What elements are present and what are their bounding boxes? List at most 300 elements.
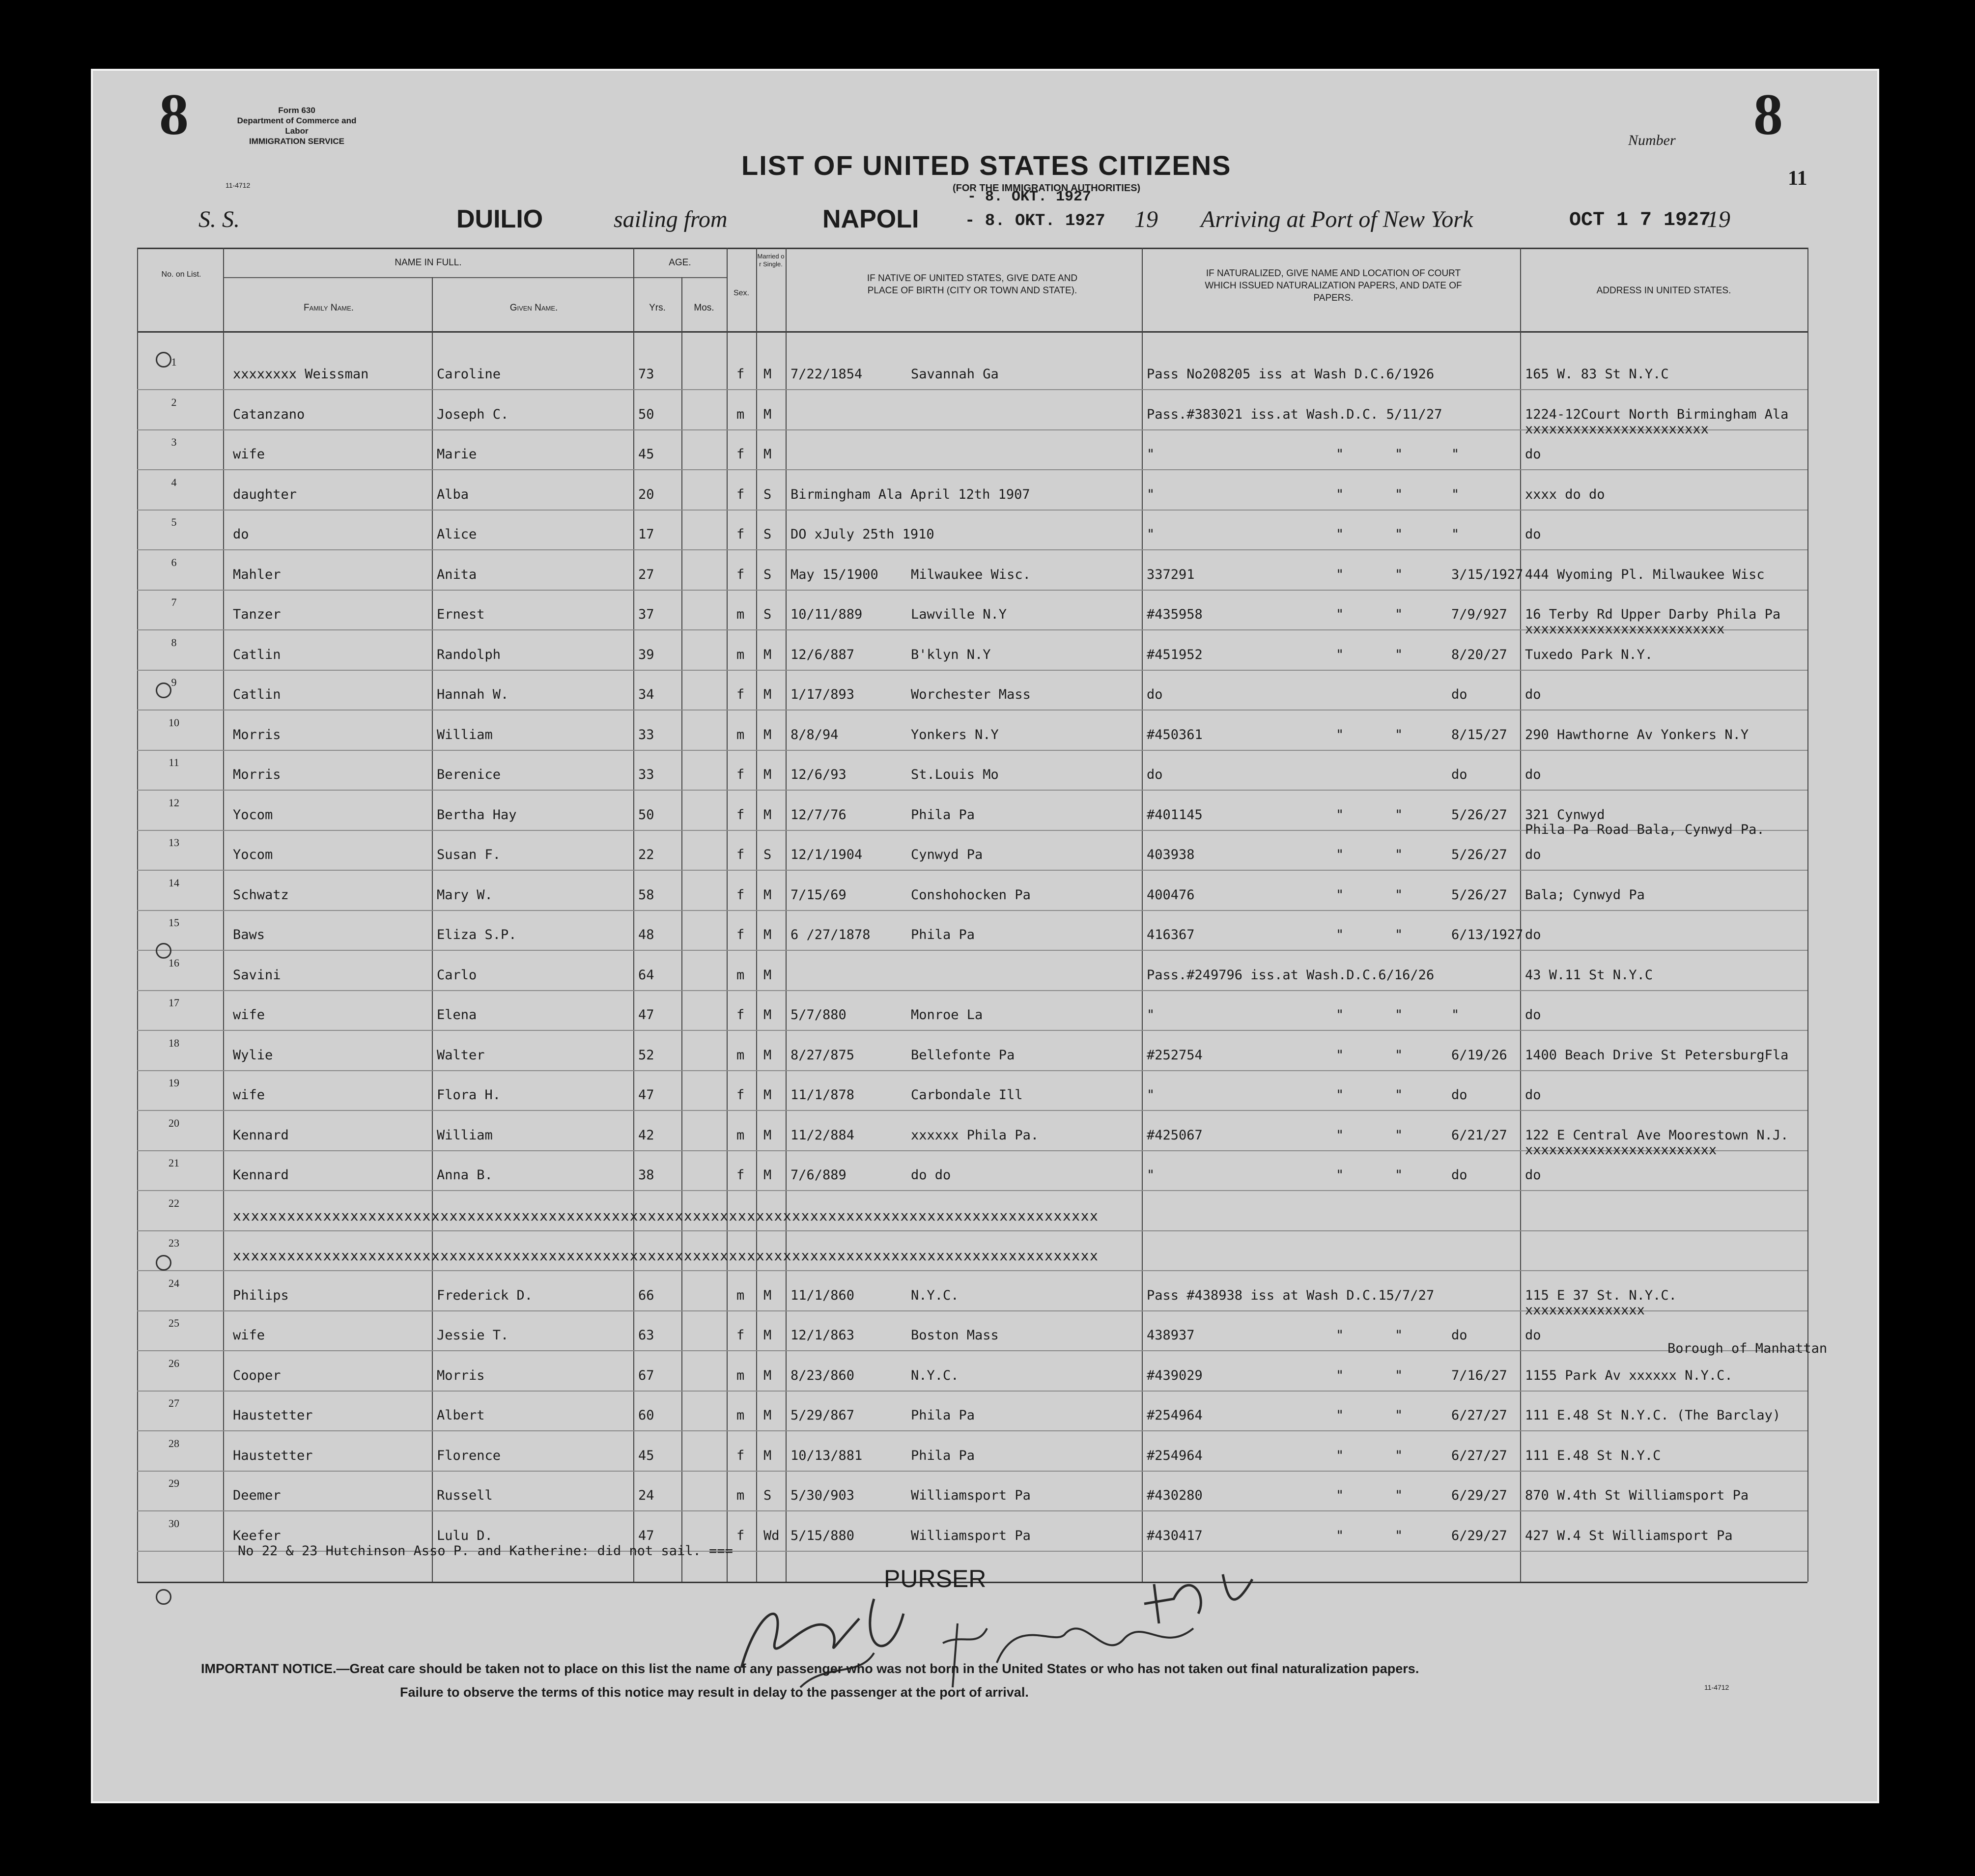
cell-nat-b: " bbox=[1336, 1007, 1344, 1023]
cell-sex: f bbox=[736, 567, 745, 582]
cell-sex: f bbox=[736, 847, 745, 862]
cell-age: 64 bbox=[638, 967, 654, 983]
row-number: 22 bbox=[169, 1196, 179, 1209]
cell-given: Flora H. bbox=[437, 1087, 501, 1103]
cell-family: Catanzano bbox=[233, 406, 305, 422]
row-number: 15 bbox=[169, 916, 179, 929]
cell-age: 50 bbox=[638, 406, 654, 422]
col-header-family-name: Family Name. bbox=[303, 303, 354, 313]
cell-nat-d: 7/16/27 bbox=[1451, 1367, 1507, 1383]
form-info bbox=[233, 105, 361, 146]
cell-sex: m bbox=[736, 406, 745, 422]
cell-address: do bbox=[1525, 1087, 1541, 1103]
row-rule bbox=[137, 710, 1807, 711]
cell-ms: M bbox=[763, 1408, 772, 1423]
cell-age: 63 bbox=[638, 1328, 654, 1343]
col-header-married-single: Married or Single. bbox=[757, 253, 785, 268]
cell-nat-a: #430280 bbox=[1147, 1488, 1203, 1503]
cell-nat-a: Pass #438938 iss at Wash D.C.15/7/27 bbox=[1147, 1287, 1435, 1303]
cell-age: 20 bbox=[638, 486, 654, 502]
cell-nat-a: " bbox=[1147, 447, 1155, 462]
col-header-naturalized: IF NATURALIZED, GIVE NAME AND LOCATION OF COURT WHICH ISSUED NATURALIZATION PAPERS, AND DATE OF PAPERS. bbox=[1205, 268, 1462, 303]
cell-birth-date: 11/1/878 bbox=[790, 1087, 855, 1103]
ship-name: DUILIO bbox=[456, 205, 543, 233]
cell-nat-c: " bbox=[1395, 486, 1403, 502]
list-title: LIST OF UNITED STATES CITIZENS bbox=[741, 150, 1232, 181]
form-number: Form 630 bbox=[278, 106, 315, 115]
table-right-border bbox=[1807, 248, 1808, 1582]
cell-nat-a: #430417 bbox=[1147, 1528, 1203, 1543]
cell-birth-date: 10/13/881 bbox=[790, 1448, 863, 1463]
cell-birth-place: Phila Pa bbox=[911, 807, 975, 823]
cell-given: Jessie T. bbox=[437, 1328, 509, 1343]
cell-sex: m bbox=[736, 967, 745, 983]
cell-family: Tanzer bbox=[233, 607, 281, 622]
col-header-age: AGE. bbox=[669, 257, 691, 268]
cell-age: 22 bbox=[638, 847, 654, 862]
cell-given: Carlo bbox=[437, 967, 477, 983]
cell-sex: m bbox=[736, 1127, 745, 1143]
cell-address2: xxxxxxxxxxxxxxxxxxxxxxxx bbox=[1525, 1142, 1717, 1158]
row-rule bbox=[137, 469, 1807, 470]
cell-address: 111 E.48 St N.Y.C. (The Barclay) bbox=[1525, 1408, 1781, 1423]
cell-ms: M bbox=[763, 1328, 772, 1343]
cell-birth-date: 5/29/867 bbox=[790, 1408, 855, 1423]
purser-label: PURSER bbox=[884, 1565, 987, 1592]
cell-nat-b: " bbox=[1336, 1167, 1344, 1183]
cell-birth-date: 12/1/1904 bbox=[790, 847, 863, 862]
cell-nat-b: " bbox=[1336, 486, 1344, 502]
departure-stamp: - 8. OKT. 1927 bbox=[965, 212, 1105, 230]
cell-address: do bbox=[1525, 847, 1541, 862]
cell-nat-a: Pass No208205 iss at Wash D.C.6/1926 bbox=[1147, 367, 1435, 382]
cell-sex: f bbox=[736, 887, 745, 903]
cell-ms: S bbox=[763, 527, 772, 542]
row-rule bbox=[137, 1471, 1807, 1472]
cell-nat-a: #425067 bbox=[1147, 1127, 1203, 1143]
row-number: 21 bbox=[169, 1157, 179, 1169]
cell-nat-d: 5/26/27 bbox=[1451, 807, 1507, 823]
cell-age: 42 bbox=[638, 1127, 654, 1143]
binder-hole bbox=[156, 682, 171, 698]
cell-address: do bbox=[1525, 527, 1541, 542]
cell-sex: m bbox=[736, 1408, 745, 1423]
row-rule bbox=[137, 1230, 1807, 1231]
cell-birth-date: 1/17/893 bbox=[790, 687, 855, 702]
cell-family: Wylie bbox=[233, 1047, 273, 1063]
cell-nat-a: #450361 bbox=[1147, 727, 1203, 742]
row-number: 25 bbox=[169, 1317, 179, 1329]
list-subtitle: (FOR THE IMMIGRATION AUTHORITIES) bbox=[953, 183, 1141, 194]
cell-age: 48 bbox=[638, 927, 654, 942]
cell-nat-c: " bbox=[1395, 447, 1403, 462]
cell-given: Alba bbox=[437, 486, 469, 502]
cell-nat-b: " bbox=[1336, 647, 1344, 662]
row-rule bbox=[137, 1190, 1807, 1191]
cell-nat-b: " bbox=[1336, 807, 1344, 823]
cell-age: 47 bbox=[638, 1087, 654, 1103]
cell-birth-date: 12/7/76 bbox=[790, 807, 846, 823]
cell-family: Haustetter bbox=[233, 1408, 313, 1423]
cell-family: daughter bbox=[233, 486, 297, 502]
cell-age: 60 bbox=[638, 1408, 654, 1423]
cell-nat-c: " bbox=[1395, 1007, 1403, 1023]
row-number: 27 bbox=[169, 1397, 179, 1409]
cell-age: 50 bbox=[638, 807, 654, 823]
cell-nat-a: do bbox=[1147, 767, 1163, 782]
cell-address: do bbox=[1525, 1167, 1541, 1183]
cell-birth-date: 8/8/94 bbox=[790, 727, 839, 742]
cell-nat-a: 438937 bbox=[1147, 1328, 1195, 1343]
cell-nat-a: 416367 bbox=[1147, 927, 1195, 942]
service-name: IMMIGRATION SERVICE bbox=[249, 137, 344, 146]
table-top-border bbox=[137, 248, 1807, 249]
row-number: 28 bbox=[169, 1437, 179, 1450]
cell-age: 52 bbox=[638, 1047, 654, 1063]
col-divider-no bbox=[223, 248, 224, 1582]
cell-age: 33 bbox=[638, 767, 654, 782]
row-rule bbox=[137, 1430, 1807, 1431]
cell-family: Philips bbox=[233, 1287, 289, 1303]
cell-nat-a: do bbox=[1147, 687, 1163, 702]
cell-birth-place: Milwaukee Wisc. bbox=[911, 567, 1031, 582]
cell-nat-b: " bbox=[1336, 1328, 1344, 1343]
cell-birth-place: Williamsport Pa bbox=[911, 1528, 1031, 1543]
cell-family: do bbox=[233, 527, 249, 542]
binder-hole bbox=[156, 1255, 171, 1271]
cell-birth-date: 12/1/863 bbox=[790, 1328, 855, 1343]
col-header-given-name: Given Name. bbox=[509, 303, 558, 313]
cell-age: 45 bbox=[638, 1448, 654, 1463]
cell-address: 165 W. 83 St N.Y.C bbox=[1525, 367, 1669, 382]
row-rule bbox=[137, 590, 1807, 591]
cell-address: xxxx do do bbox=[1525, 486, 1605, 502]
cell-nat-a: #439029 bbox=[1147, 1367, 1203, 1383]
cell-nat-d: 5/26/27 bbox=[1451, 847, 1507, 862]
arrival-date-stamp: OCT 1 7 1927 bbox=[1569, 209, 1711, 231]
cell-nat-d: " bbox=[1451, 527, 1460, 542]
cell-given: Caroline bbox=[437, 367, 501, 382]
cell-address: do bbox=[1525, 767, 1541, 782]
cell-ms: M bbox=[763, 687, 772, 702]
cell-address: 16 Terby Rd Upper Darby Phila Pa bbox=[1525, 607, 1781, 622]
cell-ms: S bbox=[763, 847, 772, 862]
cell-address: 427 W.4 St Williamsport Pa bbox=[1525, 1528, 1733, 1543]
cell-nat-a: #435958 bbox=[1147, 607, 1203, 622]
cell-nat-c: " bbox=[1395, 1528, 1403, 1543]
cell-given: William bbox=[437, 1127, 493, 1143]
cell-address: Tuxedo Park N.Y. bbox=[1525, 647, 1653, 662]
cell-birth-date: 5/30/903 bbox=[790, 1488, 855, 1503]
cell-ms: M bbox=[763, 927, 772, 942]
cell-nat-c: " bbox=[1395, 1167, 1403, 1183]
cell-nat-d: " bbox=[1451, 486, 1460, 502]
cell-family: xxxxxxxx Weissman bbox=[233, 367, 369, 382]
col-divider-sex bbox=[756, 248, 757, 1582]
cell-age: 45 bbox=[638, 447, 654, 462]
cell-sex: f bbox=[736, 1328, 745, 1343]
cell-nat-c: " bbox=[1395, 1087, 1403, 1103]
cell-birth-place: xxxxxx Phila Pa. bbox=[911, 1127, 1039, 1143]
cell-birth-date: Birmingham Ala April 12th 1907 bbox=[790, 486, 1030, 502]
cell-nat-c: " bbox=[1395, 1448, 1403, 1463]
cell-birth-place: Bellefonte Pa bbox=[911, 1047, 1015, 1063]
col-header-mos: Mos. bbox=[694, 303, 714, 313]
cell-ms: M bbox=[763, 1287, 772, 1303]
cell-nat-d: 5/26/27 bbox=[1451, 887, 1507, 903]
sheet-number-left: 8 bbox=[159, 82, 189, 147]
row-number: 24 bbox=[169, 1277, 179, 1289]
cell-nat-c: " bbox=[1395, 847, 1403, 862]
cell-nat-b: " bbox=[1336, 1087, 1344, 1103]
cell-family: Morris bbox=[233, 727, 281, 742]
cell-ms: S bbox=[763, 486, 772, 502]
cell-nat-d: 8/20/27 bbox=[1451, 647, 1507, 662]
row-rule bbox=[137, 1030, 1807, 1031]
cell-nat-d: do bbox=[1451, 1087, 1467, 1103]
form-code: 11-4712 bbox=[226, 181, 251, 189]
row-rule bbox=[137, 1510, 1807, 1511]
cell-birth-place: N.Y.C. bbox=[911, 1367, 959, 1383]
row-number: 20 bbox=[169, 1116, 179, 1129]
cell-nat-a: #451952 bbox=[1147, 647, 1203, 662]
cell-age: 39 bbox=[638, 647, 654, 662]
cell-nat-b: " bbox=[1336, 447, 1344, 462]
cell-family: wife bbox=[233, 1328, 265, 1343]
cell-sex: f bbox=[736, 447, 745, 462]
row-number: 14 bbox=[169, 876, 179, 889]
footer-form-code: 11-4712 bbox=[1704, 1683, 1729, 1691]
row-number: 1 bbox=[171, 356, 177, 368]
cell-birth-place: Cynwyd Pa bbox=[911, 847, 983, 862]
row-number: 18 bbox=[169, 1036, 179, 1049]
cell-nat-a: 337291 bbox=[1147, 567, 1195, 582]
cell-nat-d: 3/15/1927 bbox=[1451, 567, 1524, 582]
cell-family: wife bbox=[233, 1007, 265, 1023]
cell-sex: f bbox=[736, 687, 745, 702]
cell-given: Walter bbox=[437, 1047, 485, 1063]
cell-given: Susan F. bbox=[437, 847, 501, 862]
cell-given: Hannah W. bbox=[437, 687, 509, 702]
cell-nat-c: " bbox=[1395, 1488, 1403, 1503]
purser-signature bbox=[712, 1540, 1326, 1702]
cell-age: 66 bbox=[638, 1287, 654, 1303]
cell-family: Schwatz bbox=[233, 887, 289, 903]
cell-nat-b: " bbox=[1336, 1408, 1344, 1423]
important-notice-line-1: IMPORTANT NOTICE.—Great care should be taken not to place on this list the name of any passenger who was not born in the United States or who has not taken out final naturalization papers. bbox=[201, 1661, 1419, 1676]
col-divider-given bbox=[633, 248, 634, 1582]
cell-nat-d: do bbox=[1451, 1328, 1467, 1343]
row-rule bbox=[137, 1110, 1807, 1111]
row-number: 8 bbox=[171, 636, 177, 649]
cell-nat-d: 6/29/27 bbox=[1451, 1528, 1507, 1543]
cell-given: Bertha Hay bbox=[437, 807, 517, 823]
cell-age: 73 bbox=[638, 367, 654, 382]
cell-birth-date: 10/11/889 bbox=[790, 607, 863, 622]
row-number: 19 bbox=[169, 1077, 179, 1089]
col-divider-age bbox=[727, 248, 728, 1582]
cell-nat-a: Pass.#249796 iss.at Wash.D.C.6/16/26 bbox=[1147, 967, 1435, 983]
cell-nat-a: Pass.#383021 iss.at Wash.D.C. 5/11/27 bbox=[1147, 406, 1442, 422]
cell-birth-place: Conshohocken Pa bbox=[911, 887, 1031, 903]
cell-nat-b: " bbox=[1336, 927, 1344, 942]
cell-family: Cooper bbox=[233, 1367, 281, 1383]
cell-nat-a: #254964 bbox=[1147, 1408, 1203, 1423]
row-number: 6 bbox=[171, 556, 177, 568]
cell-age: 47 bbox=[638, 1007, 654, 1023]
row-number: 7 bbox=[171, 596, 177, 608]
cell-sex: f bbox=[736, 1528, 745, 1543]
sailing-from-label: sailing from bbox=[614, 206, 728, 232]
cell-age: 27 bbox=[638, 567, 654, 582]
cell-birth-date: 7/22/1854 bbox=[790, 367, 863, 382]
cell-given: William bbox=[437, 727, 493, 742]
row-number: 5 bbox=[171, 516, 177, 528]
cell-given: Joseph C. bbox=[437, 406, 509, 422]
cell-address: do bbox=[1525, 927, 1541, 942]
cell-sex: f bbox=[736, 1167, 745, 1183]
cell-ms: M bbox=[763, 727, 772, 742]
row-number: 13 bbox=[169, 836, 179, 849]
cell-sex: m bbox=[736, 1488, 745, 1503]
cell-nat-d: 8/15/27 bbox=[1451, 727, 1507, 742]
cell-birth-place: Lawville N.Y bbox=[911, 607, 1007, 622]
cell-birth-date: 7/6/889 bbox=[790, 1167, 846, 1183]
cell-family: Kennard bbox=[233, 1167, 289, 1183]
cell-nat-a: #252754 bbox=[1147, 1047, 1203, 1063]
cell-family: xxxxxxxxxxxxxxxxxxxxxxxxxxxxxxxxxxxxxxxxxxxxxxxxxxxxxxxxxxxxxxxxxxxxxxxxxxxxxxxxxxxxxxxxxxxxxxxx bbox=[233, 1248, 1099, 1264]
cell-nat-a: " bbox=[1147, 1087, 1155, 1103]
cell-family: wife bbox=[233, 447, 265, 462]
cell-nat-c: " bbox=[1395, 887, 1403, 903]
number-label: Number bbox=[1628, 132, 1676, 148]
cell-nat-a: #401145 bbox=[1147, 807, 1203, 823]
cell-ms: M bbox=[763, 367, 772, 382]
row-number: 17 bbox=[169, 996, 179, 1009]
cell-sex: m bbox=[736, 607, 745, 622]
row-number: 23 bbox=[169, 1237, 179, 1249]
ss-label: S. S. bbox=[198, 206, 240, 232]
cell-ms: M bbox=[763, 1087, 772, 1103]
cell-nat-a: " bbox=[1147, 1167, 1155, 1183]
year-label-2: 19 bbox=[1707, 206, 1730, 232]
cell-sex: m bbox=[736, 1047, 745, 1063]
cell-nat-d: 6/27/27 bbox=[1451, 1448, 1507, 1463]
cell-nat-b: " bbox=[1336, 727, 1344, 742]
row-number: 2 bbox=[171, 396, 177, 408]
cell-age: 33 bbox=[638, 727, 654, 742]
cell-nat-d: do bbox=[1451, 687, 1467, 702]
row-rule bbox=[137, 990, 1807, 991]
cell-ms: M bbox=[763, 887, 772, 903]
cell-sex: m bbox=[736, 647, 745, 662]
cell-nat-c: " bbox=[1395, 1408, 1403, 1423]
cell-family: Kennard bbox=[233, 1127, 289, 1143]
cell-given: Alice bbox=[437, 527, 477, 542]
cell-address: Bala; Cynwyd Pa bbox=[1525, 887, 1645, 903]
cell-given: Morris bbox=[437, 1367, 485, 1383]
cell-nat-c: " bbox=[1395, 727, 1403, 742]
cell-sex: f bbox=[736, 807, 745, 823]
cell-address: do bbox=[1525, 687, 1541, 702]
cell-birth-date: 8/27/875 bbox=[790, 1047, 855, 1063]
cell-nat-c: " bbox=[1395, 1367, 1403, 1383]
borough-annotation: Borough of Manhattan bbox=[1667, 1341, 1828, 1356]
cell-age: 47 bbox=[638, 1528, 654, 1543]
cell-birth-place: B'klyn N.Y bbox=[911, 647, 991, 662]
cell-given: Anna B. bbox=[437, 1167, 493, 1183]
sheet-number-right: 8 bbox=[1753, 82, 1783, 147]
cell-birth-date: 5/7/880 bbox=[790, 1007, 846, 1023]
cell-age: 24 bbox=[638, 1488, 654, 1503]
col-divider-ms bbox=[786, 248, 787, 1582]
cell-ms: M bbox=[763, 1047, 772, 1063]
row-rule bbox=[137, 1270, 1807, 1271]
cell-sex: m bbox=[736, 727, 745, 742]
row-number: 10 bbox=[169, 716, 179, 729]
row-number: 3 bbox=[171, 436, 177, 448]
cell-nat-b: " bbox=[1336, 887, 1344, 903]
cell-nat-a: " bbox=[1147, 486, 1155, 502]
cell-given: Eliza S.P. bbox=[437, 927, 517, 942]
age-group-divider bbox=[633, 277, 727, 278]
cell-nat-c: " bbox=[1395, 1127, 1403, 1143]
cell-given: Russell bbox=[437, 1488, 493, 1503]
cell-family: Keefer bbox=[233, 1528, 281, 1543]
cell-sex: f bbox=[736, 527, 745, 542]
cell-nat-c: " bbox=[1395, 607, 1403, 622]
cell-sex: f bbox=[736, 367, 745, 382]
cell-family: Haustetter bbox=[233, 1448, 313, 1463]
cell-nat-a: #254964 bbox=[1147, 1448, 1203, 1463]
cell-ms: M bbox=[763, 1127, 772, 1143]
cell-birth-date: May 15/1900 bbox=[790, 567, 878, 582]
cell-ms: M bbox=[763, 1167, 772, 1183]
cell-nat-c: " bbox=[1395, 1047, 1403, 1063]
row-number: 9 bbox=[171, 676, 177, 688]
cell-birth-place: Williamsport Pa bbox=[911, 1488, 1031, 1503]
cell-address: do bbox=[1525, 1328, 1541, 1343]
cell-family: wife bbox=[233, 1087, 265, 1103]
cell-nat-b: " bbox=[1336, 527, 1344, 542]
cell-birth-date: 6 /27/1878 bbox=[790, 927, 871, 942]
cell-age: 34 bbox=[638, 687, 654, 702]
cell-address2: xxxxxxxxxxxxxxxxxxxxxxx bbox=[1525, 421, 1709, 437]
cell-birth-place: St.Louis Mo bbox=[911, 767, 999, 782]
cell-family: Yocom bbox=[233, 807, 273, 823]
cell-nat-d: 6/27/27 bbox=[1451, 1408, 1507, 1423]
cell-given: Marie bbox=[437, 447, 477, 462]
cell-address: 115 E 37 St. N.Y.C. bbox=[1525, 1287, 1677, 1303]
cell-address: 290 Hawthorne Av Yonkers N.Y bbox=[1525, 727, 1749, 742]
cell-nat-b: " bbox=[1336, 1528, 1344, 1543]
cell-ms: M bbox=[763, 807, 772, 823]
cell-nat-c: " bbox=[1395, 647, 1403, 662]
col-header-no: No. on List. bbox=[161, 270, 201, 279]
row-rule bbox=[137, 870, 1807, 871]
cell-nat-d: 6/13/1927 bbox=[1451, 927, 1524, 942]
col-divider-family bbox=[432, 277, 433, 1582]
departure-stamp-upper: - 8. OKT. 1927 bbox=[967, 189, 1092, 205]
cell-nat-b: " bbox=[1336, 567, 1344, 582]
arriving-label: Arriving at Port of New York bbox=[1201, 206, 1473, 232]
cell-birth-date: 5/15/880 bbox=[790, 1528, 855, 1543]
manifest-sheet bbox=[91, 69, 1879, 1803]
cell-nat-d: 7/9/927 bbox=[1451, 607, 1507, 622]
cell-age: 67 bbox=[638, 1367, 654, 1383]
cell-address: 1224-12Court North Birmingham Ala bbox=[1525, 406, 1789, 422]
cell-nat-c: " bbox=[1395, 527, 1403, 542]
